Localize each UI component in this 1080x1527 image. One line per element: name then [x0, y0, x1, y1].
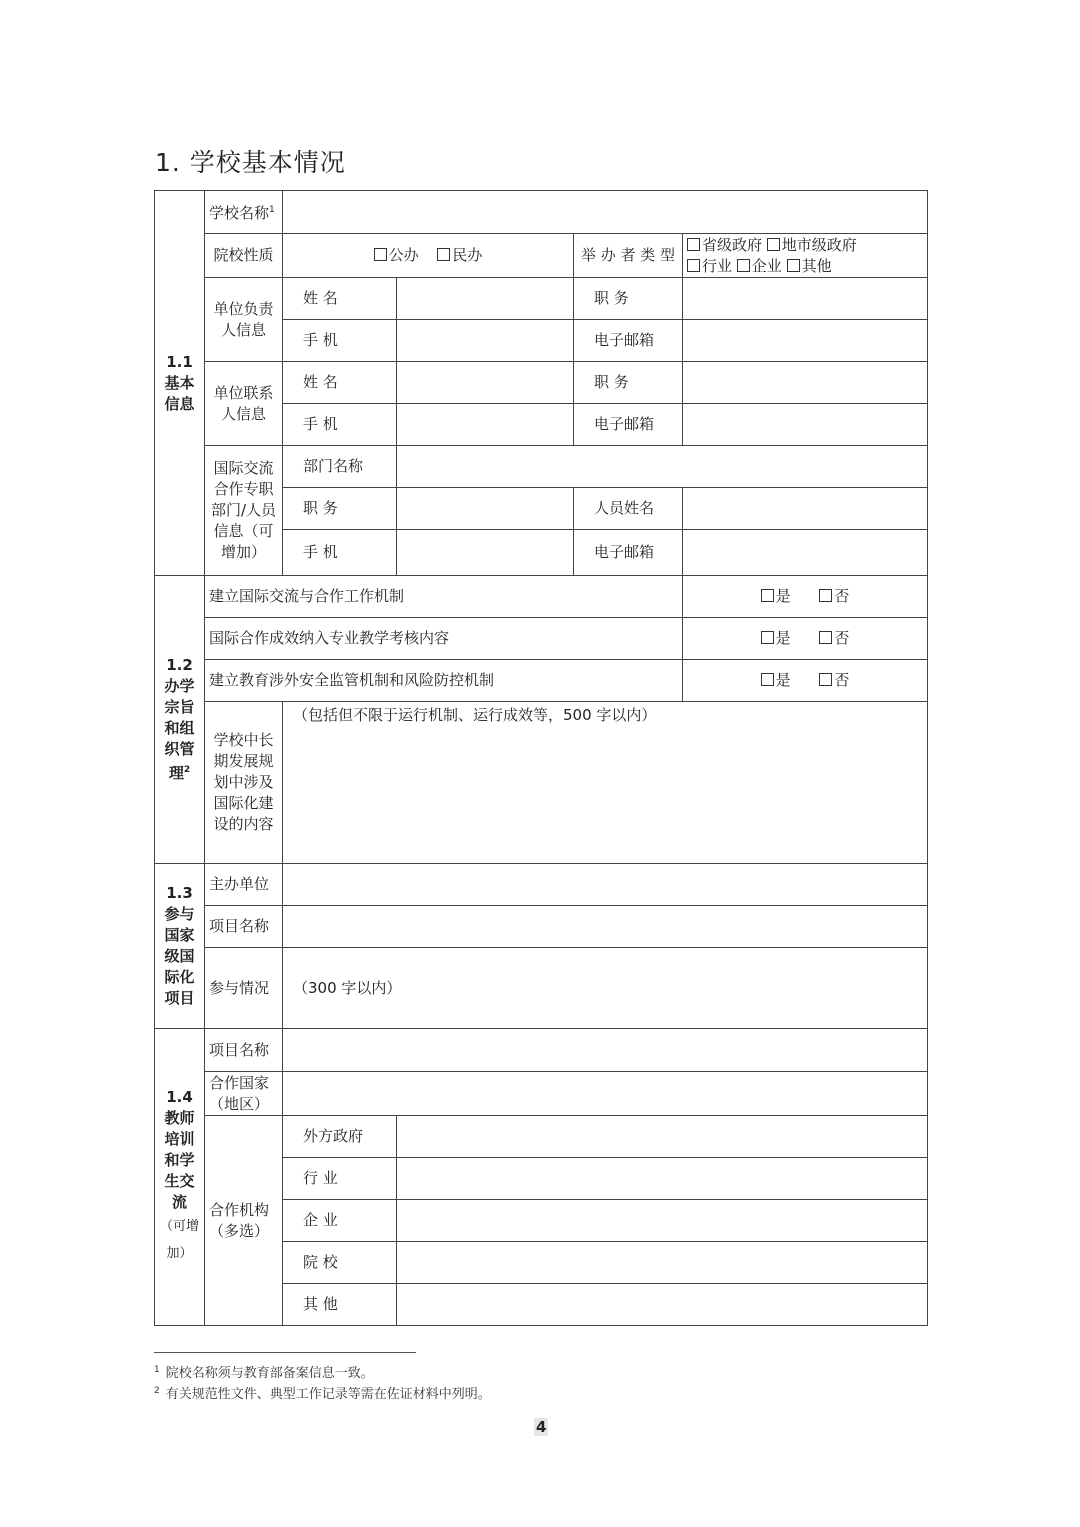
contact-email-field[interactable]: [683, 404, 928, 446]
footnote-divider: [154, 1352, 416, 1353]
leader-phone-label: 手 机: [283, 320, 397, 362]
org-industry-label: 行 业: [283, 1158, 397, 1200]
sponsor-option[interactable]: 行业: [687, 257, 732, 275]
plan-label: 学校中长期发展规划中涉及国际化建设的内容: [205, 702, 283, 864]
yes-option[interactable]: 是: [761, 587, 791, 605]
leader-name-field[interactable]: [397, 278, 574, 320]
no-option[interactable]: 否: [819, 671, 849, 689]
staff-name-field[interactable]: [683, 488, 928, 530]
checkbox-icon[interactable]: [374, 248, 387, 261]
sponsor-option[interactable]: 企业: [737, 257, 782, 275]
org-enterprise-label: 企 业: [283, 1200, 397, 1242]
participation-hint: （300 字以内）: [293, 978, 402, 997]
sponsor-option[interactable]: 省级政府: [687, 236, 762, 254]
section-1-4-label: 1.4 教师培训和学生交流 （可增加）: [155, 1029, 205, 1326]
checkbox-icon[interactable]: [819, 631, 832, 644]
sponsor-type-options: [683, 234, 928, 278]
contact-position-field[interactable]: [683, 362, 928, 404]
school-name-field[interactable]: [283, 191, 928, 234]
page-title: 1. 学校基本情况: [155, 148, 346, 177]
section-1-2-label: 1.2 办学宗旨和组织管理$^2$: [155, 576, 205, 864]
assessment-row-label: 国际合作成效纳入专业教学考核内容: [205, 618, 683, 660]
participation-label: 参与情况: [205, 948, 283, 1029]
staff-position-label: 职 务: [283, 488, 397, 530]
checkbox-icon[interactable]: [761, 631, 774, 644]
checkbox-icon[interactable]: [687, 238, 700, 251]
checkbox-icon[interactable]: [761, 673, 774, 686]
country-field[interactable]: [283, 1072, 928, 1116]
contact-phone-field[interactable]: [397, 404, 574, 446]
staff-name-label: 人员姓名: [574, 488, 683, 530]
contact-name-field[interactable]: [397, 362, 574, 404]
section-1-3-label: 1.3 参与国家级国际化项目: [155, 864, 205, 1029]
partner-org-label: 合作机构（多选）: [205, 1116, 283, 1326]
nature-option[interactable]: 民办: [437, 246, 482, 264]
participation-field[interactable]: [283, 948, 928, 1029]
leader-email-field[interactable]: [683, 320, 928, 362]
nature-option[interactable]: 公办: [374, 246, 419, 264]
checkbox-icon[interactable]: [437, 248, 450, 261]
footnote-1: $^1$ 院校名称须与教育部备案信息一致。: [154, 1364, 374, 1381]
project-label: 项目名称: [205, 906, 283, 948]
contact-info-label: 单位联系人信息: [205, 362, 283, 446]
org-enterprise-field[interactable]: [397, 1200, 928, 1242]
exchange-project-label: 项目名称: [205, 1029, 283, 1072]
staff-phone-label: 手 机: [283, 530, 397, 576]
checkbox-icon[interactable]: [687, 259, 700, 272]
contact-name-label: 姓 名: [283, 362, 397, 404]
mechanism-yes-no: [683, 576, 928, 618]
assessment-yes-no: [683, 618, 928, 660]
org-college-field[interactable]: [397, 1242, 928, 1284]
org-foreign-gov-field[interactable]: [397, 1116, 928, 1158]
staff-email-label: 电子邮箱: [574, 530, 683, 576]
plan-field[interactable]: [283, 702, 928, 864]
sponsor-type-label: 举 办 者 类 型: [574, 234, 683, 278]
org-college-label: 院 校: [283, 1242, 397, 1284]
footnote-2: $^2$ 有关规范性文件、典型工作记录等需在佐证材料中列明。: [154, 1385, 491, 1402]
org-industry-field[interactable]: [397, 1158, 928, 1200]
page-number: 4: [536, 1418, 547, 1436]
staff-email-field[interactable]: [683, 530, 928, 576]
exchange-project-field[interactable]: [283, 1029, 928, 1072]
org-foreign-gov-label: 外方政府: [283, 1116, 397, 1158]
nature-options: [283, 234, 574, 278]
no-option[interactable]: 否: [819, 629, 849, 647]
leader-position-label: 职 务: [574, 278, 683, 320]
checkbox-icon[interactable]: [819, 589, 832, 602]
no-option[interactable]: 否: [819, 587, 849, 605]
safety-row-label: 建立教育涉外安全监管机制和风险防控机制: [205, 660, 683, 702]
checkbox-icon[interactable]: [737, 259, 750, 272]
mechanism-row-label: 建立国际交流与合作工作机制: [205, 576, 683, 618]
sponsor-option[interactable]: 地市级政府: [767, 236, 857, 254]
contact-phone-label: 手 机: [283, 404, 397, 446]
checkbox-icon[interactable]: [787, 259, 800, 272]
leader-email-label: 电子邮箱: [574, 320, 683, 362]
org-other-label: 其 他: [283, 1284, 397, 1326]
host-field[interactable]: [283, 864, 928, 906]
plan-hint: （包括但不限于运行机制、运行成效等，500 字以内）: [293, 706, 657, 724]
nature-label: 院校性质: [205, 234, 283, 278]
leader-phone-field[interactable]: [397, 320, 574, 362]
yes-option[interactable]: 是: [761, 629, 791, 647]
staff-position-field[interactable]: [397, 488, 574, 530]
checkbox-icon[interactable]: [767, 238, 780, 251]
school-info-table: [154, 190, 928, 1326]
safety-yes-no: [683, 660, 928, 702]
country-label: 合作国家（地区）: [205, 1072, 283, 1116]
sponsor-option[interactable]: 其他: [787, 257, 832, 275]
leader-info-label: 单位负责人信息: [205, 278, 283, 362]
yes-option[interactable]: 是: [761, 671, 791, 689]
leader-name-label: 姓 名: [283, 278, 397, 320]
leader-position-field[interactable]: [683, 278, 928, 320]
dept-name-field[interactable]: [397, 446, 928, 488]
checkbox-icon[interactable]: [819, 673, 832, 686]
host-label: 主办单位: [205, 864, 283, 906]
project-field[interactable]: [283, 906, 928, 948]
dept-name-label: 部门名称: [283, 446, 397, 488]
checkbox-icon[interactable]: [761, 589, 774, 602]
section-1-1-label: 1.1 基本信息: [155, 191, 205, 576]
org-other-field[interactable]: [397, 1284, 928, 1326]
contact-email-label: 电子邮箱: [574, 404, 683, 446]
intl-dept-label: 国际交流合作专职部门/人员信息（可增加）: [205, 446, 283, 576]
contact-position-label: 职 务: [574, 362, 683, 404]
staff-phone-field[interactable]: [397, 530, 574, 576]
school-name-label: 学校名称$^1$: [205, 191, 283, 234]
